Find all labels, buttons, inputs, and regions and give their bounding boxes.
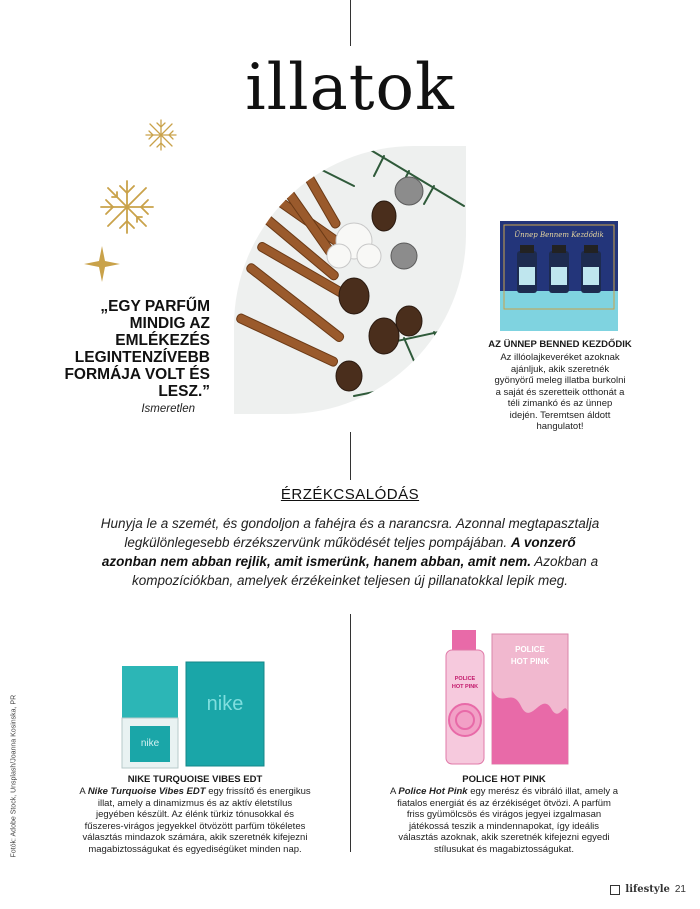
top-divider: [350, 0, 351, 46]
quote-author: Ismeretlen: [141, 403, 195, 415]
intro-bold-text: A vonzerő azonban nem abban rejlik, amit ismerünk, hanem abban, amit nem.: [101, 535, 576, 569]
police-title: POLICE HOT PINK: [462, 774, 546, 785]
svg-text:POLICE: POLICE: [454, 676, 476, 682]
police-text: egy merész és vibráló illat, amely a fiatalos energiát és az érzékiséget ötvözi. A parfüm friss gyümölcsös és virágos jegyei izgalmasan játékossá teszik a mindennapokat, így ideális választás azoknak, akik szeretnék kifejezni egyedi stílusukat és magabiztosságukat.: [397, 786, 619, 855]
nike-prefix: A: [79, 786, 86, 797]
police-perfume-image: [442, 630, 572, 770]
svg-text:HOT PINK: HOT PINK: [451, 684, 479, 690]
kit-box-label: Ünnep Bennem Kezdődik: [514, 231, 604, 239]
nike-title: NIKE TURQUOISE VIBES EDT: [127, 774, 263, 785]
svg-text:HOT PINK: HOT PINK: [510, 657, 550, 666]
magazine-logo-icon: [610, 885, 620, 895]
footer-brand: lifestyle: [625, 884, 670, 895]
essential-oil-kit-image: [500, 221, 618, 331]
nike-text: egy frissítő és energikus illat, amely a dinamizmus és az aktív életstílus jegyében készült. Az élénk türkiz tónusokkal és fűszeres-virágos jegyekkel ötvözött parfüm tökéletes választás mindazok számára, akik szeretnék kifejezni magabiztosságukat és egyediségüket minden nap.: [82, 786, 311, 855]
section-title: ÉRZÉKCSALÓDÁS: [280, 486, 420, 503]
svg-text:POLICE: POLICE: [515, 645, 545, 654]
large-snowflake-icon: [98, 178, 156, 236]
police-product-name: Police Hot Pink: [398, 786, 468, 797]
bottom-divider: [350, 614, 351, 852]
intro-text-1: Hunyja le a szemét, és gondoljon a fahéjra és a narancsra. Azonnal megtapasztalja legkülönlegesebb érzékszervünk működését teljes pompájában.: [100, 516, 600, 550]
middle-divider: [350, 432, 351, 480]
intro-text-2: Azokban a kompozíciókban, amelyek érzékeinket teljesen új pillanatokkal lepik meg.: [132, 554, 599, 588]
nike-product-name: Nike Turquoise Vibes EDT: [87, 786, 206, 797]
kit-title: AZ ÜNNEP BENNED KEZDŐDIK: [488, 339, 632, 350]
nike-perfume-image: [120, 660, 270, 770]
police-description: [388, 786, 620, 855]
page-number: 21: [674, 884, 686, 895]
kit-description: Az illóolajkeveréket azoknak ajánljuk, akik szeretnék gyönyörű meleg illatba burkolni a saját és szeretteik otthonát a téli zimankó és az ünnep idején. Teremtsen áldott hangulatot!: [494, 352, 626, 432]
photo-credit: Fotók: Adobe Stock, Unsplash/Joanna Kosinska, PR: [10, 694, 18, 858]
page-title: illatok: [245, 51, 455, 125]
nike-box-logo: nike: [206, 693, 244, 715]
sparkle-star-icon: [82, 244, 122, 284]
page-footer: [610, 884, 686, 895]
section-intro: [100, 514, 600, 590]
nike-description: [78, 786, 312, 855]
nike-bottle-logo: nike: [140, 738, 160, 749]
quote-text: „EGY PARFŰM MINDIG AZ EMLÉKEZÉS LEGINTENZÍVEBB FORMÁJA VOLT ÉS LESZ.”: [64, 298, 210, 400]
small-snowflake-icon: [144, 118, 178, 152]
police-prefix: A: [389, 786, 396, 797]
hero-image: [234, 146, 466, 414]
